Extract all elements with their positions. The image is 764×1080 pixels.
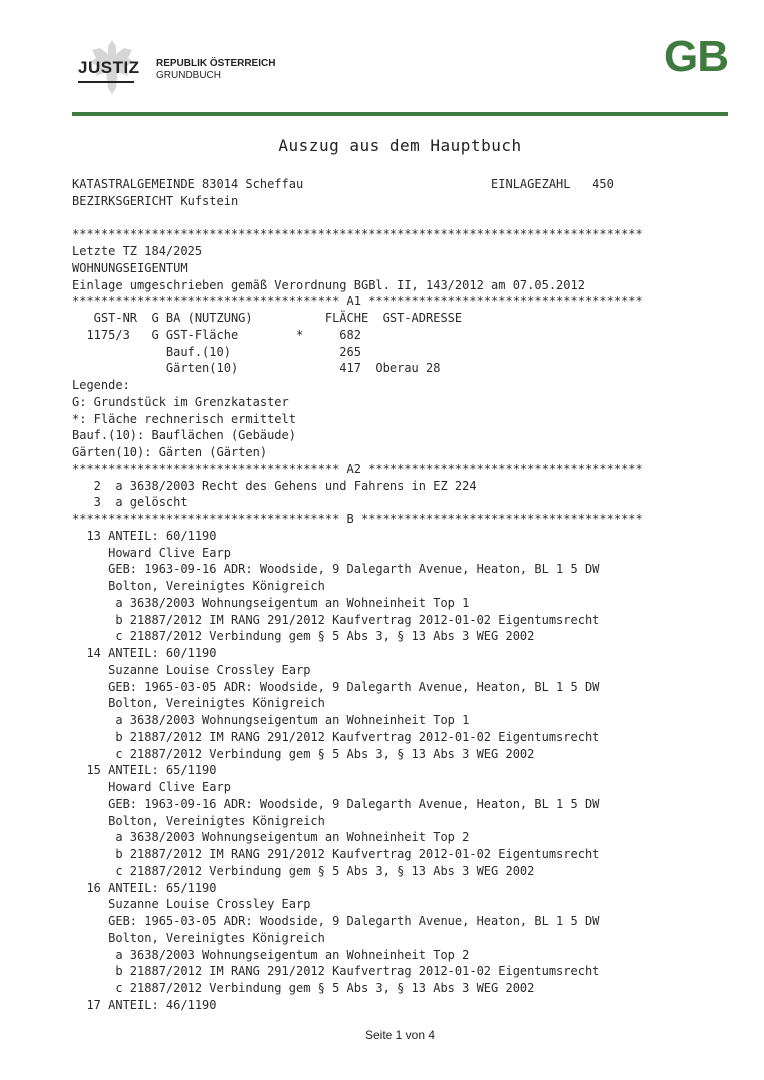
text-line: Howard Clive Earp: [72, 780, 231, 794]
header-divider: [72, 112, 728, 116]
text-line: Bolton, Vereinigtes Königreich: [72, 696, 325, 711]
text-line: 17 ANTEIL: 46/1190: [72, 997, 217, 1012]
document-title: Auszug aus dem Hauptbuch: [278, 136, 522, 155]
org-line-2: GRUNDBUCH: [156, 70, 221, 81]
register-extract-body: [72, 176, 712, 1014]
text-line: b 21887/2012 IM RANG 291/2012 Kaufvertrag 2012-01-02 Eigentumsrecht: [72, 964, 600, 979]
text-line: Einlage umgeschrieben gemäß Verordnung BGBl. II, 143/2012 am 07.05.2012: [72, 277, 585, 292]
text-line: c 21887/2012 Verbindung gem § 5 Abs 3, § 13 Abs 3 WEG 2002: [72, 629, 535, 644]
text-line: Suzanne Louise Crossley Earp: [72, 897, 311, 912]
text-line: Bolton, Vereinigtes Königreich: [72, 579, 325, 593]
text-line: c 21887/2012 Verbindung gem § 5 Abs 3, § 13 Abs 3 WEG 2002: [72, 863, 535, 878]
text-line: GEB: 1965-03-05 ADR: Woodside, 9 Dalegarth Avenue, Heaton, BL 1 5 DW: [72, 914, 600, 928]
text-line: [72, 210, 712, 227]
text-line: ************************************* B ***************************************: [72, 512, 643, 526]
text-line: WOHNUNGSEIGENTUM: [72, 260, 188, 275]
text-line: a 3638/2003 Wohnungseigentum an Wohneinheit Top 1: [72, 713, 470, 727]
text-line: BEZIRKSGERICHT Kufstein: [72, 193, 239, 208]
text-line: 16 ANTEIL: 65/1190: [72, 880, 217, 895]
text-line: a 3638/2003 Wohnungseigentum an Wohneinheit Top 2: [72, 947, 470, 962]
text-line: Bolton, Vereinigtes Königreich: [72, 813, 325, 828]
org-line-1: REPUBLIK ÖSTERREICH: [156, 58, 276, 69]
text-line: GEB: 1965-03-05 ADR: Woodside, 9 Dalegarth Avenue, Heaton, BL 1 5 DW: [72, 679, 600, 694]
text-line: Bauf.(10): Bauflächen (Gebäude): [72, 428, 296, 443]
text-line: 2 a 3638/2003 Recht des Gehens und Fahrens in EZ 224: [72, 478, 477, 493]
text-line: b 21887/2012 IM RANG 291/2012 Kaufvertrag 2012-01-02 Eigentumsrecht: [72, 612, 600, 627]
text-line: Legende:: [72, 378, 130, 392]
page-number: Seite 1 von 4: [364, 1028, 436, 1042]
document-header: [72, 30, 728, 110]
text-line: b 21887/2012 IM RANG 291/2012 Kaufvertrag 2012-01-02 Eigentumsrecht: [72, 847, 600, 861]
text-line: GEB: 1963-09-16 ADR: Woodside, 9 Dalegarth Avenue, Heaton, BL 1 5 DW: [72, 796, 600, 811]
text-line: G: Grundstück im Grenzkataster: [72, 394, 289, 409]
text-line: KATASTRALGEMEINDE 83014 Scheffau EINLAGEZAHL 450: [72, 177, 614, 191]
text-line: Suzanne Louise Crossley Earp: [72, 662, 311, 677]
text-line: Letzte TZ 184/2025: [72, 244, 203, 258]
text-line: c 21887/2012 Verbindung gem § 5 Abs 3, § 13 Abs 3 WEG 2002: [72, 746, 535, 761]
logo-underline: [78, 81, 134, 83]
text-line: a 3638/2003 Wohnungseigentum an Wohneinheit Top 2: [72, 830, 470, 845]
justiz-logo: [72, 36, 152, 100]
text-line: Gärten(10): Gärten (Gärten): [72, 445, 268, 459]
text-line: GST-NR G BA (NUTZUNG) FLÄCHE GST-ADRESSE: [72, 311, 463, 325]
text-line: Bauf.(10) 265: [72, 344, 361, 359]
gb-badge: GB: [664, 32, 728, 81]
text-line: c 21887/2012 Verbindung gem § 5 Abs 3, § 13 Abs 3 WEG 2002: [72, 981, 535, 995]
text-line: Howard Clive Earp: [72, 545, 231, 560]
text-line: ************************************* A1 **************************************: [72, 294, 643, 309]
logo-text: JUSTIZ: [78, 58, 140, 77]
text-line: 3 a gelöscht: [72, 495, 188, 510]
text-line: *******************************************************************************: [72, 227, 643, 242]
text-line: 13 ANTEIL: 60/1190: [72, 528, 217, 543]
org-name: [156, 58, 275, 82]
text-line: Gärten(10) 417 Oberau 28: [72, 361, 441, 376]
text-line: a 3638/2003 Wohnungseigentum an Wohneinheit Top 1: [72, 595, 470, 610]
text-line: *: Fläche rechnerisch ermittelt: [72, 411, 296, 426]
text-line: 14 ANTEIL: 60/1190: [72, 646, 217, 660]
text-line: Bolton, Vereinigtes Königreich: [72, 930, 325, 945]
text-line: 1175/3 G GST-Fläche * 682: [72, 327, 361, 342]
text-line: ************************************* A2 **************************************: [72, 461, 643, 476]
text-line: b 21887/2012 IM RANG 291/2012 Kaufvertrag 2012-01-02 Eigentumsrecht: [72, 729, 600, 744]
text-line: 15 ANTEIL: 65/1190: [72, 763, 217, 778]
text-line: GEB: 1963-09-16 ADR: Woodside, 9 Dalegarth Avenue, Heaton, BL 1 5 DW: [72, 562, 600, 577]
